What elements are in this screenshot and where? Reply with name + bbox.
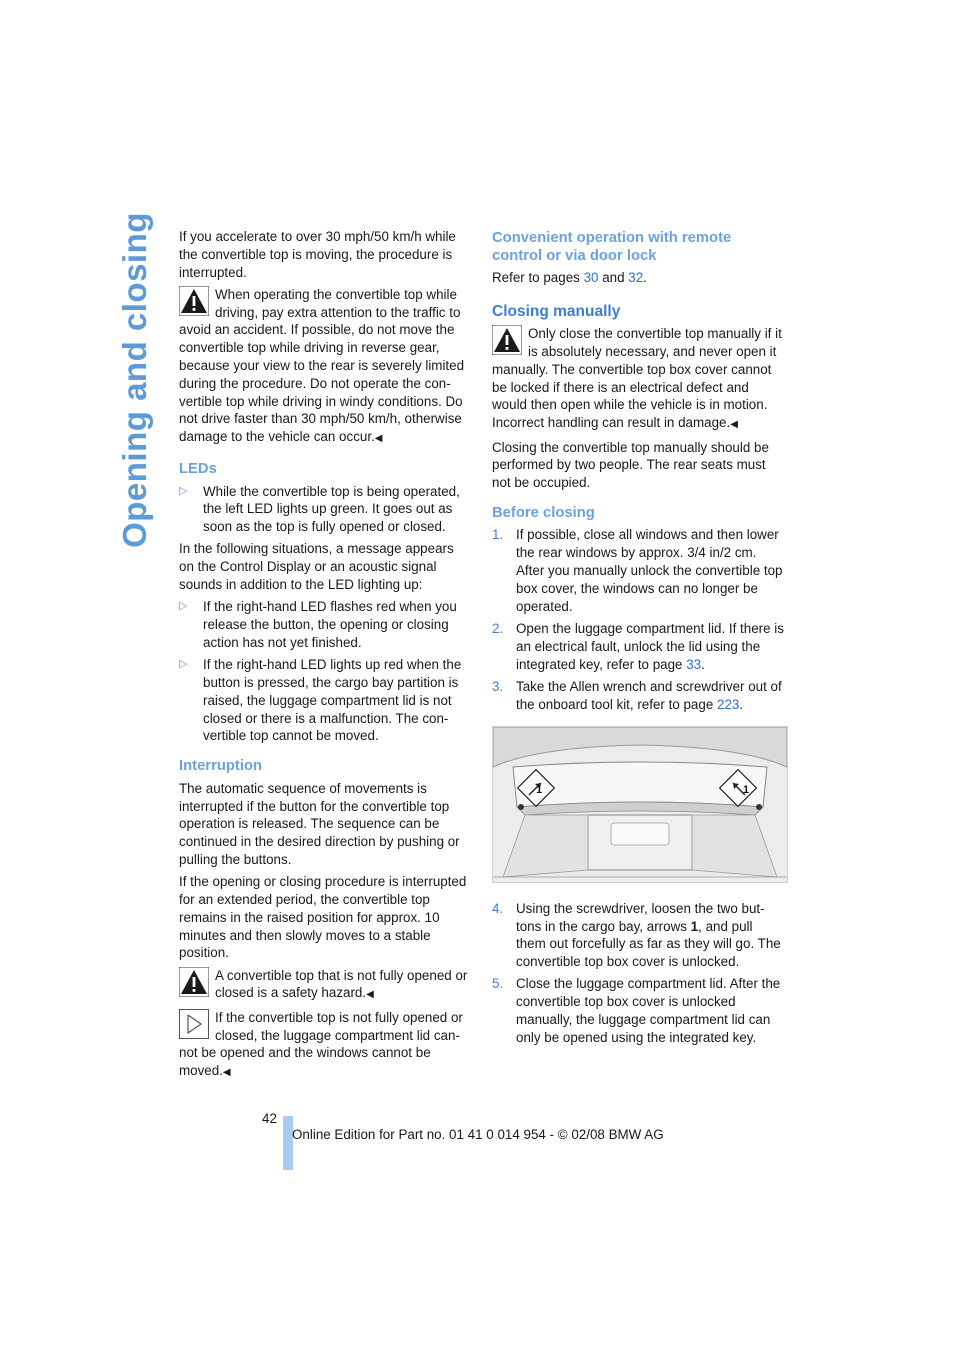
end-mark-icon: ◀ [730, 419, 738, 431]
end-mark-icon: ◀ [366, 989, 374, 1001]
warning-text: A convertible top that is not fully opened or closed is a safety hazard. [215, 967, 468, 1001]
interruption-paragraph-2: If the opening or closing procedure is interrupted for an extended period, the convertible top remains in the raised position for approx. 10 minutes and then slowly moves to a stable position. [179, 874, 467, 961]
list-item: 4. Using the screwdriver, loosen the two buttons in the cargo bay, arrows 1, and pull them out forcefully as far as they will go. The convertible top box cover is unlocked. [492, 900, 781, 970]
page-link[interactable]: 33 [686, 656, 702, 672]
list-item: 2. Open the luggage compartment lid. If there is an electrical fault, unlock the lid using the integrated key, refer to page 33. [492, 620, 784, 672]
interruption-paragraph-1: The automatic sequence of movements is interrupted if the button for the convertible top operation is released. The sequence can be continued in the desired direction by pushing or pulling the buttons. [179, 780, 460, 867]
left-column [179, 228, 471, 1086]
arrow-label: 1 [536, 783, 543, 796]
warning-triangle-icon [179, 967, 209, 997]
page-number: 42 [262, 1111, 277, 1126]
warning-text: Only close the convertible top manually if it is absolutely necessary, and never open it manually. The convertible top box cover cannot be locked if there is an electrical defect and would then open while the vehicle is in motion. Incorrect handling can result in damage. [492, 326, 782, 431]
list-item: ▷ If the right-hand LED lights up red when the button is pressed, the cargo bay partition is raised, the luggage compartment lid is not closed or there is a malfunction. The convertible top cannot be moved. [179, 657, 462, 744]
end-mark-icon: ◀ [374, 433, 383, 445]
page-link[interactable]: 223 [717, 696, 740, 712]
two-people-paragraph: Closing the convertible top manually should be performed by two people. The rear seats must not be occupied. [492, 439, 769, 491]
page-link[interactable]: 32 [628, 270, 644, 285]
triangle-bullet-icon: ▷ [179, 600, 188, 613]
cargo-bay-figure [492, 726, 788, 883]
triangle-bullet-icon: ▷ [179, 658, 188, 671]
leds-list [179, 483, 471, 536]
before-closing-heading: Before closing [492, 504, 595, 521]
closing-manually-heading: Closing manually [492, 302, 621, 320]
page-link[interactable]: 30 [583, 270, 599, 285]
footer-accent-bar [283, 1116, 293, 1170]
situations-list [179, 598, 471, 745]
note-block [179, 1009, 471, 1082]
warning-text: When operating the convertible top while driving, pay extra attention to the traffic to avoid an accident. If possible, do not move the convertible top while driving in reverse gear, because your view to the rear is severely limited during the procedure. Do not operate the convertible top while driving in windy conditions. Do not drive faster than 30 mph/50 km/h, otherwise damage to the vehicle can occur. [179, 286, 465, 445]
chapter-title-text: Opening and closing [116, 212, 153, 548]
triangle-bullet-icon: ▷ [179, 484, 188, 497]
interruption-heading: Interruption [179, 758, 263, 775]
warning-block [179, 286, 471, 448]
footer-text: Online Edition for Part no. 01 41 0 014 954 - © 02/08 BMW AG [292, 1127, 664, 1142]
steps-list-continued [492, 900, 784, 1047]
chapter-side-title [112, 212, 158, 548]
warning-triangle-icon [492, 325, 522, 355]
list-item: 1. If possible, close all windows and then lower the rear windows by approx. 3/4 in/2 cm. After you manually unlock the convertible top box cover, the windows can no longer be operated. [492, 527, 783, 614]
right-column [492, 228, 784, 1051]
list-item: ▷ While the convertible top is being operated, the left LED lights up green. It goes out as soon as the top is fully opened or closed. [179, 483, 460, 535]
note-arrow-icon [179, 1009, 209, 1039]
convenient-operation-heading: Convenient operation with remote control or via door lock [492, 230, 732, 264]
leds-heading: LEDs [179, 461, 217, 478]
intro-paragraph: If you accelerate to over 30 mph/50 km/h while the convertible top is moving, the procedure is interrupted. [179, 229, 456, 280]
end-mark-icon: ◀ [222, 1067, 231, 1079]
list-item: ▷ If the right-hand LED flashes red when you release the button, the opening or closing action has not yet finished. [179, 599, 457, 650]
list-item: 3. Take the Allen wrench and screwdriver out of the onboard tool kit, refer to page 223. [492, 678, 782, 712]
situations-paragraph: In the following situations, a message appears on the Control Display or an acoustic signal sounds in addition to the LED lighting up: [179, 541, 454, 593]
list-item: 5. Close the luggage compartment lid. After the convertible top box cover is unlocked manually, the luggage compartment lid can only be opened using the integrated key. [492, 976, 781, 1045]
refer-paragraph: Refer to pages 30 and 32. [492, 270, 647, 285]
warning-block [179, 967, 471, 1005]
note-text: If the convertible top is not fully opened or closed, the luggage compartment lid cannot be opened and the windows cannot be moved. [179, 1009, 463, 1079]
arrow-label: 1 [743, 783, 750, 796]
steps-list [492, 526, 784, 713]
warning-block [492, 325, 784, 434]
warning-triangle-icon [179, 286, 209, 316]
